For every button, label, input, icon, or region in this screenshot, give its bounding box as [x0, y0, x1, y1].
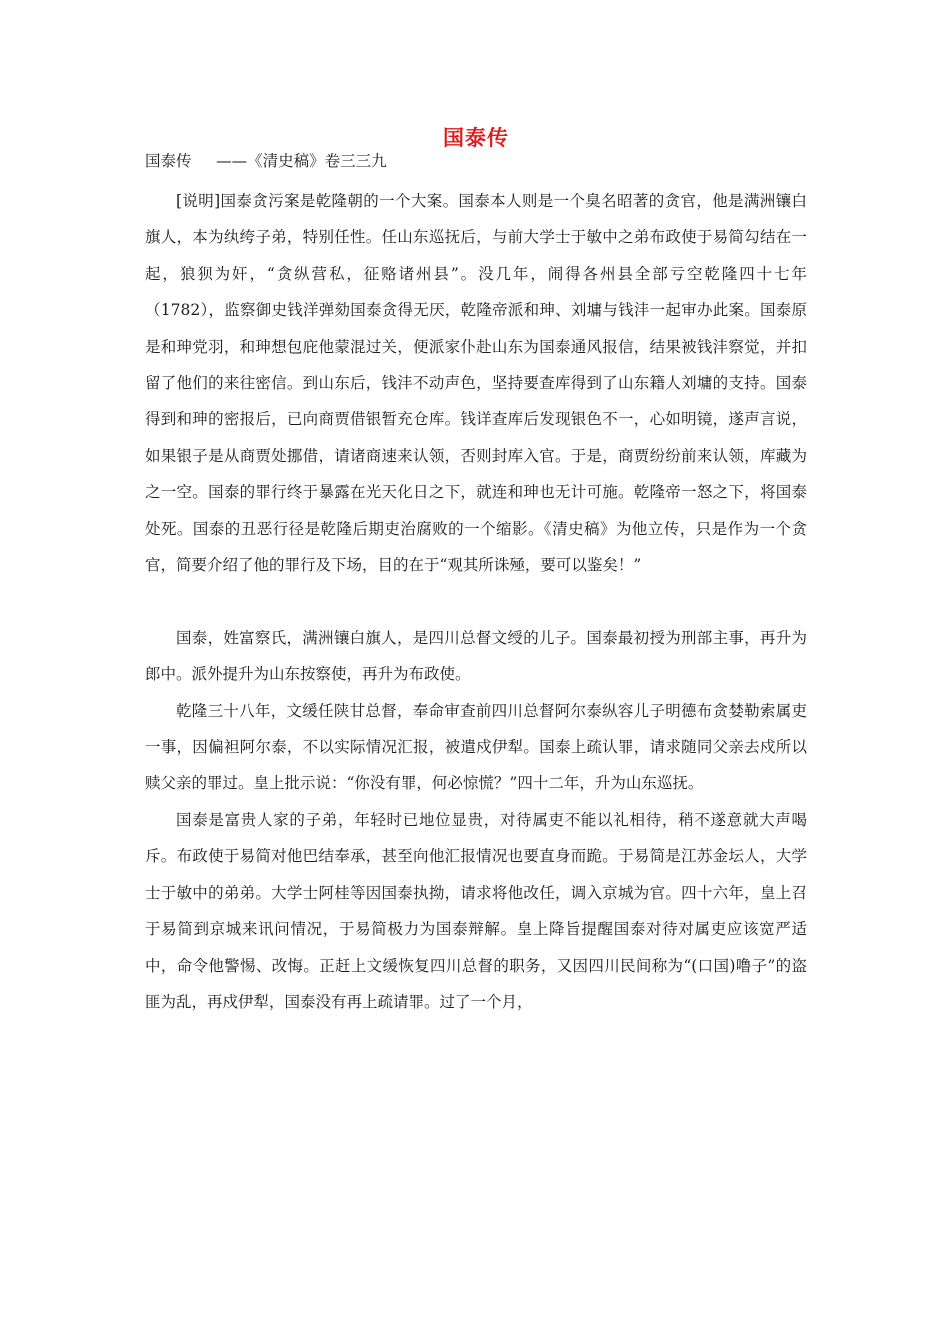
- body-paragraph-3: 国泰是富贵人家的子弟，年轻时已地位显贵，对待属吏不能以礼相待，稍不遂意就大声喝斥。布政使于易简对他巴结奉承，甚至向他汇报情况也要直身而跪。于易简是江苏金坛人，大学士于敏中的弟弟。大学士阿桂等因国泰执拗，请求将他改任，调入京城为官。四十六年，皇上召于易简到京城来讯问情况，于易简极力为国泰辩解。皇上降旨提醒国泰对待对属吏应该宽严适中，命令他警惕、改悔。正赶上文缓恢复四川总督的职务，又因四川民间称为“(口国)噜子”的盗匪为乱，再戍伊犁，国泰没有再上疏请罪。过了一个月，: [145, 810, 807, 1011]
- intro-paragraph: [说明]国泰贪污案是乾隆朝的一个大案。国泰本人则是一个臭名昭著的贪官，他是满洲镶白旗人，本为纨绔子弟，特别任性。任山东巡抚后，与前大学士于敏中之弟布政使于易简勾结在一起，狼狈为奸，“贪纵营私，征赂诸州县”。没几年，闹得各州县全部亏空乾隆四十七年（1782），监察御史钱洋弹劾国泰贪得无厌，乾隆帝派和珅、刘墉与钱沣一起审办此案。国泰原是和珅党羽，和珅想包庇他蒙混过关，便派家仆赴山东为国泰通风报信，结果被钱沣察觉，并扣留了他们的来往密信。到山东后，钱沣不动声色，坚持要查库得到了山东籍人刘墉的支持。国泰得到和珅的密报后，已向商贾借银暂充仓库。钱详查库后发现银色不一，心如明镜，遂声言说，如果银子是从商贾处挪借，请诸商速来认领，否则封库入官。于是，商贾纷纷前来认领，库藏为之一空。国泰的罪行终于暴露在光天化日之下，就连和珅也无计可施。乾隆帝一怒之下，将国泰处死。国泰的丑恶行径是乾隆后期吏治腐败的一个缩影。《清史稿》为他立传，只是作为一个贪官，简要介绍了他的罪行及下场，目的在于“观其所诛殛，要可以鉴矣！”: [145, 192, 807, 575]
- paragraph-gap: [145, 583, 807, 619]
- body-paragraph-1: 国泰，姓富察氏，满洲镶白旗人，是四川总督文绶的儿子。国泰最初授为刑部主事，再升为郎中。派外提升为山东按察使，再升为布政使。: [145, 628, 807, 684]
- body-paragraph-2: 乾隆三十八年，文缓任陕甘总督，奉命审查前四川总督阿尔泰纵容儿子明德布贪婪勒索属吏一事，因偏袒阿尔泰，不以实际情况汇报，被遣戍伊犁。国泰上疏认罪，请求随同父亲去戍所以赎父亲的罪过。皇上批示说：“你没有罪，何必惊慌？”四十二年，升为山东巡抚。: [145, 701, 807, 793]
- document-subtitle: 国泰传 ——《清史稿》卷三三九: [145, 152, 387, 170]
- document-body: [145, 183, 807, 1020]
- page-title: 国泰传: [443, 126, 509, 150]
